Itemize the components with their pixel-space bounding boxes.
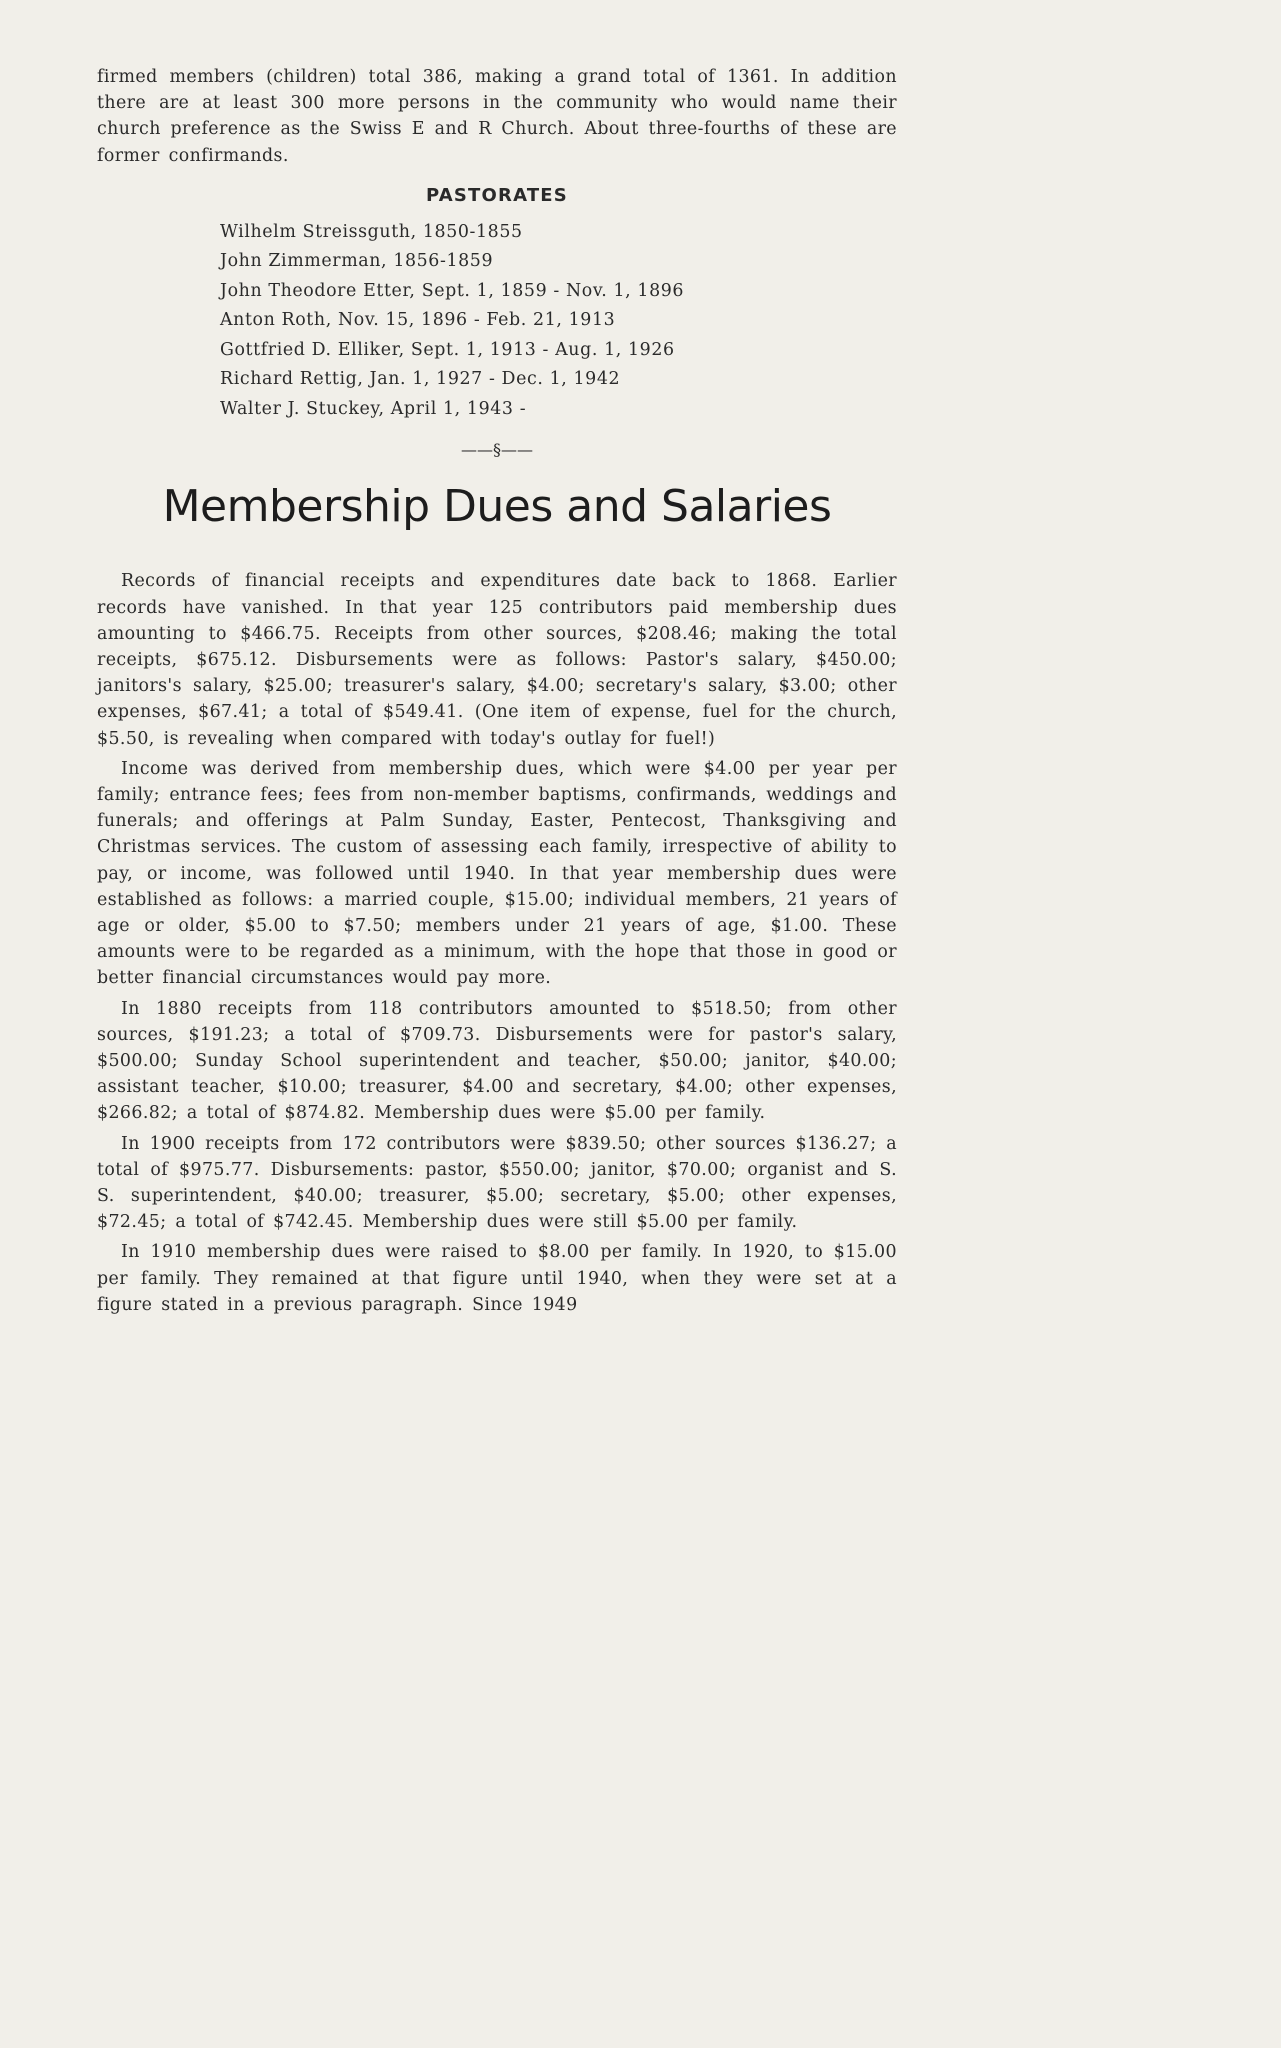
body-paragraph: In 1880 receipts from 118 contributors amounted to $518.50; from other sources, $191.23; a total of $709.73. Disbursements were for pastor's salary, $500.00; Sunday School superintendent and teacher, $50.00; janitor, $40.00; assistant teacher, $10.00; treasurer, $4.00 and secretary, $4.00; other expenses, $266.82; a total of $874.82. Membership dues were $5.00 per family. — [97, 998, 897, 1124]
text-column — [97, 64, 897, 1322]
intro-paragraph: firmed members (children) total 386, making a grand total of 1361. In addition there are at least 300 more persons in the community who would name their church preference as the Swiss E and R Church. About three-fourths of these are former confirmands. — [97, 67, 897, 166]
pastorate-item: Anton Roth, Nov. 15, 1896 - Feb. 21, 1913 — [220, 310, 616, 331]
pastorates-list — [97, 218, 897, 425]
body-paragraph: Records of financial receipts and expenditures date back to 1868. Earlier records have vanished. In that year 125 contributors paid membership dues amounting to $466.75. Receipts from other sources, $208.46; making the total receipts, $675.12. Disbursements were as follows: Pastor's salary, $450.00; janitors's salary, $25.00; treasurer's salary, $4.00; secretary's salary, $3.00; other expenses, $67.41; a total of $549.41. (One item of expense, fuel for the church, $5.50, is revealing when compared with today's outlay for fuel!) — [97, 571, 897, 749]
body-paragraph: Income was derived from membership dues, which were $4.00 per year per family; entrance fees; fees from non-member baptisms, confirmands, weddings and funerals; and offerings at Palm Sunday, Easter, Pentecost, Thanksgiving and Christmas services. The custom of assessing each family, irrespective of ability to pay, or income, was followed until 1940. In that year membership dues were established as follows: a married couple, $15.00; individual members, 21 years of age or older, $5.00 to $7.50; members under 21 years of age, $1.00. These amounts were to be regarded as a minimum, with the hope that those in good or better financial circumstances would pay more. — [97, 758, 897, 989]
body-paragraph: In 1900 receipts from 172 contributors were $839.50; other sources $136.27; a total of $975.77. Disbursements: pastor, $550.00; janitor, $70.00; organist and S. S. superintendent, $40.00; treasurer, $5.00; secretary, $5.00; other expenses, $72.45; a total of $742.45. Membership dues were still $5.00 per family. — [97, 1133, 897, 1233]
pastorate-item: Walter J. Stuckey, April 1, 1943 - — [220, 398, 527, 419]
body-paragraph: In 1910 membership dues were raised to $8.00 per family. In 1920, to $15.00 per family. They remained at that figure until 1940, when they were set at a figure stated in a previous paragraph. Since 1949 — [97, 1242, 897, 1315]
pastorates-heading: PASTORATES — [426, 184, 568, 206]
pastorate-item: Wilhelm Streissguth, 1850-1855 — [220, 221, 523, 242]
section-body — [97, 568, 897, 1318]
section-title: Membership Dues and Salaries — [162, 481, 832, 533]
pastorate-item: John Theodore Etter, Sept. 1, 1859 - Nov. 1, 1896 — [220, 280, 685, 301]
pastorate-item: Richard Rettig, Jan. 1, 1927 - Dec. 1, 1942 — [220, 369, 621, 390]
pastorate-item: Gottfried D. Elliker, Sept. 1, 1913 - Aug. 1, 1926 — [220, 339, 675, 360]
pastorate-item: John Zimmerman, 1856-1859 — [220, 251, 494, 272]
pastorates-section — [97, 185, 897, 425]
section-divider: ——§—— — [461, 440, 533, 460]
